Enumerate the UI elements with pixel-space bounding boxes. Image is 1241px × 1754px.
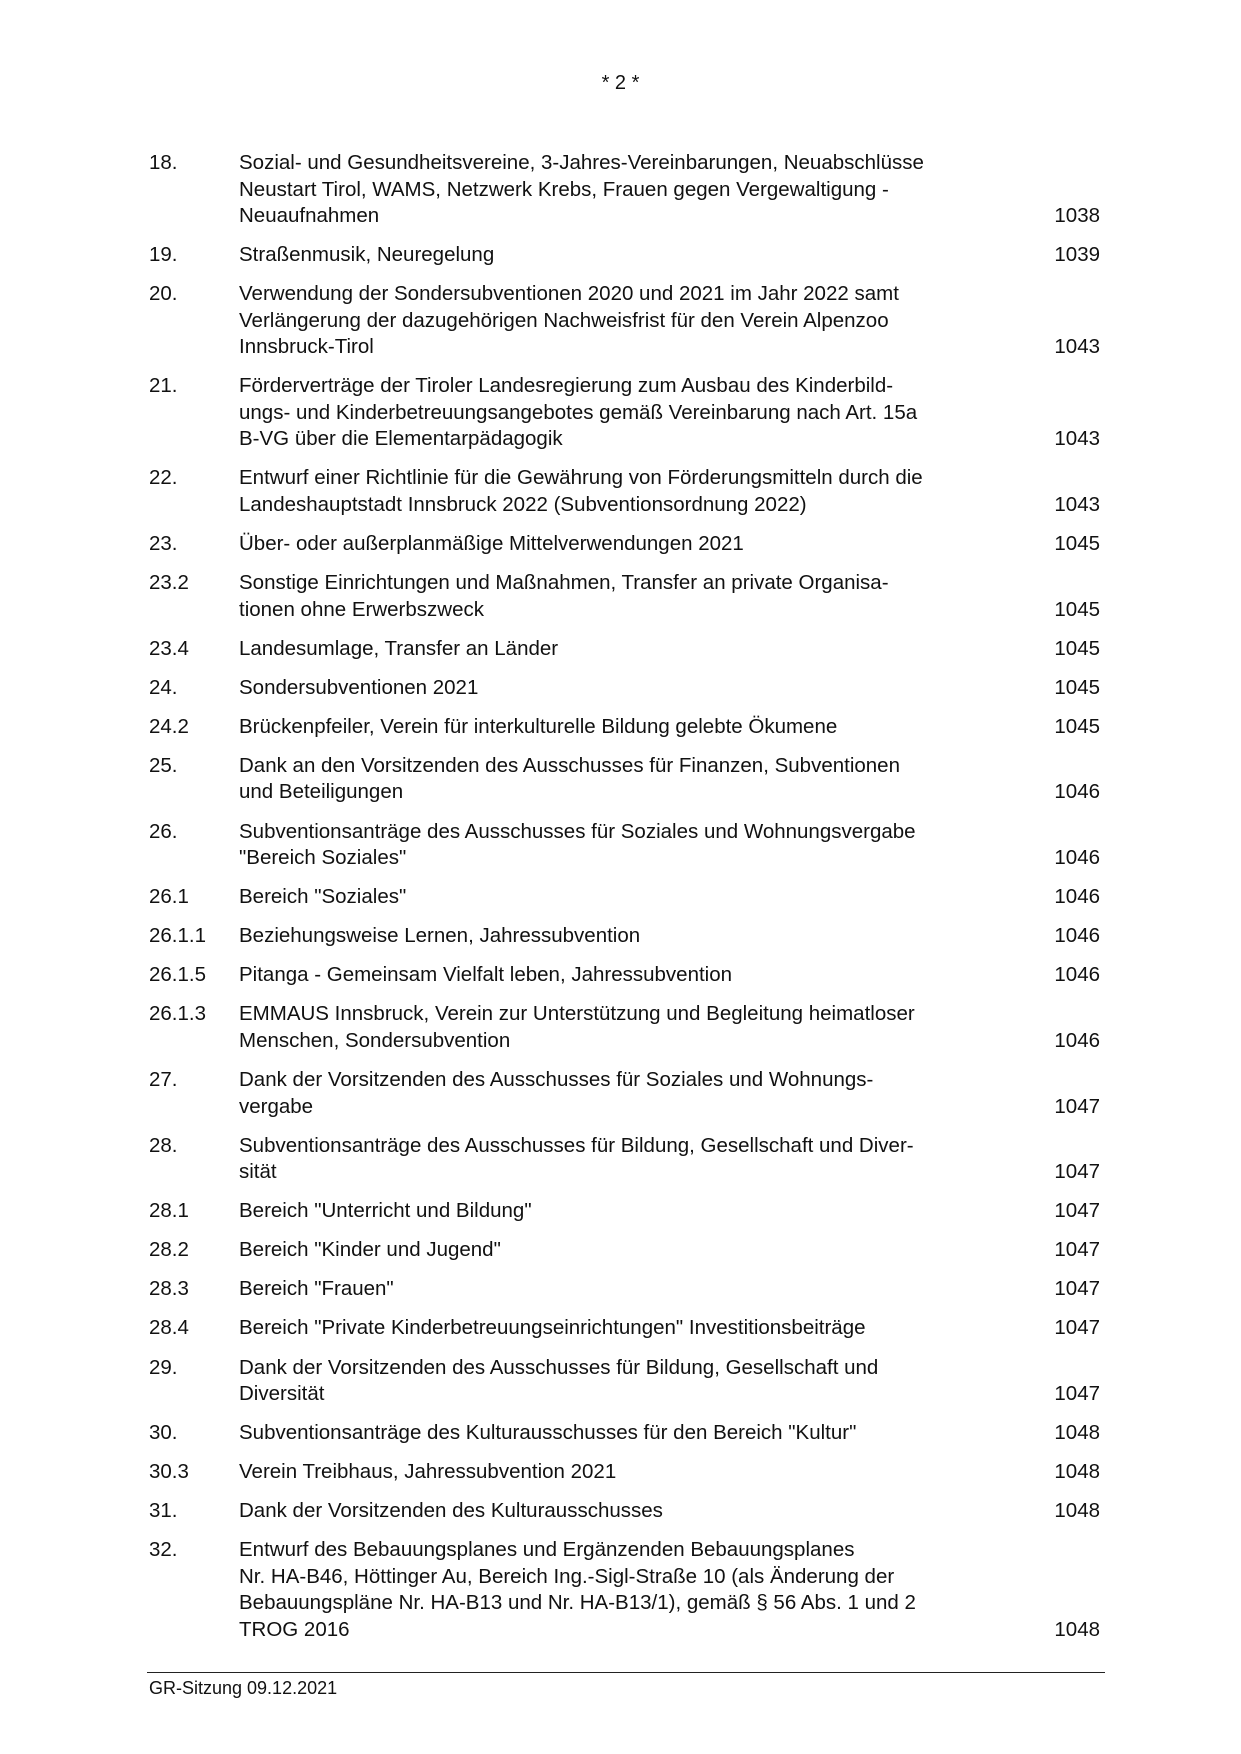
item-number: 18. [149, 151, 178, 174]
item-title [239, 150, 1030, 230]
toc-entry [149, 1420, 1100, 1447]
item-title-line: Dank der Vorsitzenden des Kulturausschusses [239, 1499, 663, 1523]
item-title-line: Neustart Tirol, WAMS, Netzwerk Krebs, Frauen gegen Vergewaltigung - [239, 177, 889, 201]
item-title-line: ungs- und Kinderbetreuungsangebotes gemäß Vereinbarung nach Art. 15a [239, 400, 918, 424]
item-title [239, 1459, 1030, 1486]
item-title-line: und Beteiligungen [239, 780, 404, 804]
toc-entry [149, 962, 1100, 989]
toc-entry [149, 675, 1100, 702]
page-reference: 1045 [1054, 714, 1100, 738]
page-reference: 1045 [1054, 531, 1100, 555]
item-title [239, 465, 1030, 518]
item-number: 32. [149, 1538, 178, 1562]
item-title-line: Verein Treibhaus, Jahressubvention 2021 [239, 1460, 617, 1484]
item-title-line: Bebauungspläne Nr. HA-B13 und Nr. HA-B13/1), gemäß § 56 Abs. 1 und 2 [239, 1591, 916, 1615]
page-reference: 1048 [1054, 1460, 1100, 1484]
page-reference: 1047 [1054, 1316, 1100, 1340]
toc-entry [149, 1276, 1100, 1303]
toc-entry [149, 1498, 1100, 1525]
page-reference: 1048 [1054, 1499, 1100, 1523]
page-reference: 1046 [1054, 924, 1100, 948]
toc-entry [149, 242, 1100, 269]
item-title [239, 1067, 1030, 1120]
item-title-line: Bereich "Unterricht und Bildung" [239, 1199, 532, 1223]
item-title [239, 1276, 1030, 1303]
item-title-line: Sonstige Einrichtungen und Maßnahmen, Transfer an private Organisa- [239, 571, 889, 595]
item-title [239, 281, 1030, 361]
item-number: 26.1 [149, 885, 189, 909]
page-reference: 1043 [1054, 492, 1100, 516]
footer-divider [147, 1672, 1105, 1673]
item-number: 28. [149, 1133, 178, 1157]
item-title-line: vergabe [239, 1094, 314, 1118]
item-number: 26.1.1 [149, 924, 206, 948]
page-reference: 1043 [1054, 335, 1100, 359]
item-title-line: Beziehungsweise Lernen, Jahressubvention [239, 924, 641, 948]
page-reference: 1047 [1054, 1160, 1100, 1184]
item-title-line: Verwendung der Sondersubventionen 2020 und 2021 im Jahr 2022 samt [239, 282, 899, 306]
item-title [239, 636, 1030, 663]
toc-entry [149, 1315, 1100, 1342]
page-reference: 1046 [1054, 780, 1100, 804]
item-title-line: sität [239, 1160, 277, 1184]
page-reference: 1048 [1054, 1421, 1100, 1445]
toc-entry [149, 150, 1100, 230]
item-title-line: Entwurf des Bebauungsplanes und Ergänzenden Bebauungsplanes [239, 1538, 855, 1562]
toc-entry [149, 1198, 1100, 1225]
item-number: 23.4 [149, 636, 189, 660]
item-title-line: Verlängerung der dazugehörigen Nachweisfrist für den Verein Alpenzoo [239, 308, 889, 332]
item-title-line: Sondersubventionen 2021 [239, 675, 479, 699]
toc-entry [149, 1355, 1100, 1408]
toc-entry [149, 884, 1100, 911]
item-title [239, 753, 1030, 806]
page-reference: 1045 [1054, 597, 1100, 621]
item-title-line: Förderverträge der Tiroler Landesregierung zum Ausbau des Kinderbild- [239, 374, 894, 398]
item-number: 29. [149, 1355, 178, 1379]
item-title [239, 675, 1030, 702]
item-number: 19. [149, 243, 178, 267]
item-title-line: Dank der Vorsitzenden des Ausschusses für Bildung, Gesellschaft und [239, 1355, 879, 1379]
toc-entry [149, 753, 1100, 806]
toc-entry [149, 1459, 1100, 1486]
item-number: 28.1 [149, 1199, 189, 1223]
item-title-line: Pitanga - Gemeinsam Vielfalt leben, Jahressubvention [239, 963, 733, 987]
item-number: 24.2 [149, 714, 189, 738]
item-number: 28.4 [149, 1316, 189, 1340]
item-number: 23. [149, 531, 178, 555]
page-reference: 1045 [1054, 636, 1100, 660]
item-title [239, 1537, 1030, 1643]
toc-entry [149, 819, 1100, 872]
item-title [239, 1001, 1030, 1054]
item-number: 25. [149, 753, 178, 777]
item-title-line: Bereich "Kinder und Jugend" [239, 1238, 501, 1262]
page-reference: 1038 [1054, 204, 1100, 227]
item-title [239, 531, 1030, 558]
toc-entry [149, 1133, 1100, 1186]
page-reference: 1043 [1054, 427, 1100, 451]
page-reference: 1046 [1054, 963, 1100, 987]
item-number: 26.1.5 [149, 963, 206, 987]
item-title-line: Innsbruck-Tirol [239, 335, 374, 359]
page-reference: 1048 [1054, 1617, 1100, 1641]
toc-entry [149, 1001, 1100, 1054]
toc-entry [149, 531, 1100, 558]
item-number: 30.3 [149, 1460, 189, 1484]
page-reference: 1047 [1054, 1199, 1100, 1223]
item-title-line: Subventionsanträge des Kulturausschusses für den Bereich "Kultur" [239, 1421, 857, 1445]
item-title [239, 884, 1030, 911]
item-title [239, 570, 1030, 623]
item-number: 26.1.3 [149, 1002, 206, 1026]
item-title [239, 1198, 1030, 1225]
item-title-line: Bereich "Frauen" [239, 1277, 394, 1301]
toc-entry [149, 281, 1100, 361]
toc-entry [149, 1537, 1100, 1643]
item-title [239, 1355, 1030, 1408]
item-title-line: TROG 2016 [239, 1617, 350, 1641]
item-number: 23.2 [149, 571, 189, 595]
item-title-line: Diversität [239, 1382, 325, 1406]
item-title [239, 962, 1030, 989]
item-title [239, 1315, 1030, 1342]
item-number: 30. [149, 1421, 178, 1445]
item-title [239, 1498, 1030, 1525]
toc-entry [149, 923, 1100, 950]
item-title [239, 1237, 1030, 1264]
item-title-line: Menschen, Sondersubvention [239, 1028, 511, 1052]
item-title-line: "Bereich Soziales" [239, 846, 407, 870]
toc-entry [149, 1067, 1100, 1120]
item-title-line: Dank an den Vorsitzenden des Ausschusses für Finanzen, Subventionen [239, 753, 900, 777]
item-title-line: Nr. HA-B46, Höttinger Au, Bereich Ing.-Sigl-Straße 10 (als Änderung der [239, 1564, 895, 1588]
page-number: * 2 * [601, 72, 640, 94]
item-title [239, 714, 1030, 741]
page-reference: 1047 [1054, 1094, 1100, 1118]
page-reference: 1046 [1054, 1028, 1100, 1052]
item-number: 22. [149, 466, 178, 490]
item-title [239, 819, 1030, 872]
toc-entry [149, 570, 1100, 623]
item-title-line: Bereich "Private Kinderbetreuungseinrichtungen" Investitionsbeiträge [239, 1316, 866, 1340]
item-title [239, 1133, 1030, 1186]
page-reference: 1045 [1054, 675, 1100, 699]
item-title [239, 1420, 1030, 1447]
toc-entry [149, 714, 1100, 741]
item-number: 26. [149, 819, 178, 843]
item-number: 24. [149, 675, 178, 699]
page-reference: 1047 [1054, 1277, 1100, 1301]
item-title-line: Subventionsanträge des Ausschusses für Soziales und Wohnungsvergabe [239, 819, 916, 843]
item-title-line: Sozial- und Gesundheitsvereine, 3-Jahres-Vereinbarungen, Neuabschlüsse [239, 151, 924, 174]
item-title-line: B-VG über die Elementarpädagogik [239, 427, 563, 451]
toc-entry [149, 465, 1100, 518]
item-number: 31. [149, 1499, 178, 1523]
item-title-line: Subventionsanträge des Ausschusses für Bildung, Gesellschaft und Diver- [239, 1133, 914, 1157]
table-of-contents [149, 150, 1100, 1656]
item-title-line: Landeshauptstadt Innsbruck 2022 (Subventionsordnung 2022) [239, 492, 807, 516]
item-title-line: Straßenmusik, Neuregelung [239, 243, 495, 267]
item-title-line: Dank der Vorsitzenden des Ausschusses für Soziales und Wohnungs- [239, 1068, 874, 1091]
toc-entry [149, 1237, 1100, 1264]
item-title-line: Landesumlage, Transfer an Länder [239, 636, 559, 660]
item-title-line: Neuaufnahmen [239, 204, 380, 227]
item-title-line: Brückenpfeiler, Verein für interkulturelle Bildung gelebte Ökumene [239, 714, 838, 738]
item-title-line: Über- oder außerplanmäßige Mittelverwendungen 2021 [239, 531, 744, 555]
item-number: 28.3 [149, 1277, 189, 1301]
item-title-line: EMMAUS Innsbruck, Verein zur Unterstützung und Begleitung heimatloser [239, 1002, 915, 1026]
item-number: 21. [149, 374, 178, 398]
item-title [239, 373, 1030, 453]
toc-entry [149, 636, 1100, 663]
item-title-line: tionen ohne Erwerbszweck [239, 597, 484, 621]
item-number: 20. [149, 282, 178, 306]
page-reference: 1046 [1054, 885, 1100, 909]
page-reference: 1046 [1054, 846, 1100, 870]
page-reference: 1047 [1054, 1238, 1100, 1262]
page-reference: 1039 [1054, 243, 1100, 267]
page-reference: 1047 [1054, 1382, 1100, 1406]
footer-text: GR-Sitzung 09.12.2021 [149, 1678, 338, 1698]
item-title [239, 923, 1030, 950]
item-title [239, 242, 1030, 269]
item-title-line: Entwurf einer Richtlinie für die Gewährung von Förderungsmitteln durch die [239, 466, 923, 490]
toc-entry [149, 373, 1100, 453]
item-title-line: Bereich "Soziales" [239, 885, 407, 909]
item-number: 28.2 [149, 1238, 189, 1262]
item-number: 27. [149, 1068, 178, 1091]
